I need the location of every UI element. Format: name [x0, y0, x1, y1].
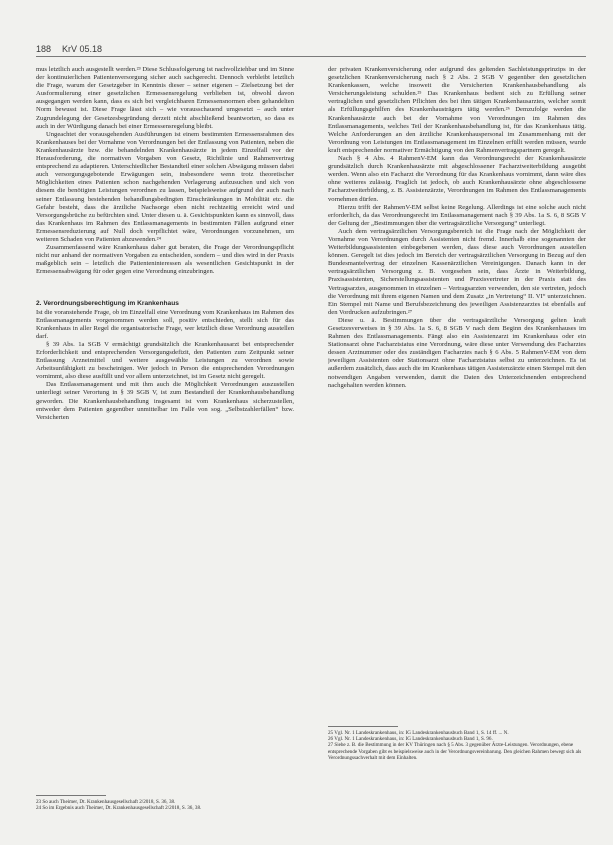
page-number: 188: [36, 44, 52, 54]
footnote: 23 So auch Theimer, Dt. Krankenhausgesellschaft 2/2018, S. 36, 38.: [36, 799, 176, 805]
paragraph: Diese u. ä. Bestimmungen über die vertragsärztliche Versorgung gelten kraft Gesetzesverweises in § 39 Abs. 1a S. 6, 8 SGB V nach dem Beginn des Krankenhauses im Rahmen des Entlassmanagements. Fängt also ein Assistenzarzt im Krankenhaus oder ein Stationsarzt ohne Facharztstatus eine Verordnung, wäre diese unter Verwendung des Facharztes dessen Arztnummer oder des zuständigen Facharztes nach § 6 Abs. 5 RahmenV-EM von dem jeweiligen Assistenten oder Stationsarzt ohne Facharztstatus selbst zu unterzeichnen. Es ist außerdem zusätzlich, dass auch die im Krankenhaus tätigen Assistenzärzte einen Stempel mit den notwendigen Angaben verwenden, damit die Daten des Unterzeichnenden entsprechend nachgehalten werden können.: [328, 316, 586, 389]
paragraph: der privaten Krankenversicherung oder aufgrund des geltenden Sachleistungsprinzips in der gesetzlichen Krankenversicherung nach § 2 Abs. 2 SGB V gegenüber den gesetzlichen Krankenkassen, welche insoweit die Versicherten Krankenhausbehandlung als Versicherungsleistung schulden.²⁵ Das Krankenhaus bedient sich zu Erfüllung seiner vertraglichen und gesetzlichen Pflichten des bei ihm tätigen Krankenhausarztes, welcher somit als Erfüllungsgehilfen des Krankenhausträgers tätig werden.²⁶ Demzufolge werden die Krankenhausärzte auch bei der Vornahme von Verordnungen im Rahmen des Entlassmanagements, welches Teil der Krankenhausbehandlung ist, für das Krankenhaus tätig. Welche Anforderungen an den ärztliche Krankenhauspersonal im Zusammenhang mit der Verordnung von Leistungen im Entlassmanagement im Einzelnen erfüllt werden müssen, wurde kraft entsprechender normativer Ermächtigung von den Rahmenvertragspartnern geregelt.: [328, 66, 586, 154]
footnote: 24 So im Ergebnis auch Theimer, Dt. Krankenhausgesellschaft 2/2018, S. 36, 38.: [36, 805, 202, 812]
footnote: 25 Vgl. Nr. 1 Landeskrankenhaus, in: IG Landeskrankenhausbuch Band 1, S. 14 ff. ... N.: [328, 730, 509, 736]
paragraph: mus letztlich auch ausgestellt werden.²³ Diese Schlussfolgerung ist nachvollziehbar und im Sinne der kontinuierlichen Patientenversorgung sicher auch sachgerecht. Dennoch verbleibt letztlich die Frage, warum der Gesetzgeber in Kenntnis dieser – seiner eigenen – Zielsetzung bei der Ausformulierung einer gesetzlichen Ermessensregelung verblieben ist, obwohl davon ausgegangen werden kann, dass es sich bei vergleichbaren Ermessensnormen eben gehandelten Norm bewusst ist. Diese Frage lässt sich – wie vorausschauend umgesetzt – auch unter Zugrundelegung der Gesetzesbegründung derzeit nicht abschließend beantworten, so dass es auch in der Würdigung danach bei einer Ermessensregelung bleibt.: [36, 66, 294, 130]
page-header: [36, 42, 586, 57]
paragraph: Ungeachtet der vorausgehenden Ausführungen ist einem bestimmten Ermessensrahmen des Krankenhauses bei der Vornahme von Verordnungen bei der Entlassung von Patienten, neben die Krankenhausärzte bzw. die behandelnden Krankenhausärzte in jedem Einzelfall vor der Herausforderung, die normativen Vorgaben von Gesetz, Richtlinie und Rahmenvertrag entsprechend zu adaptieren. Unterschiedlicher Bestandteil einer solchen Abwägung müssen dabei auch versorgungsgebotende Erwägungen sein, insbesondere wenn trotz theoretischer Möglichkeiten eines Patienten schon nachgehenden Verlagerung aufzusuchen und sich von diesem die benötigten Leistungen verordnen zu lassen, beispielsweise aufgrund der auch nach seiner Entlassung bestehenden behandlungsbedingten Einschränkungen in Mobilität etc. die Gefahr besteht, dass die ärztliche Nachsorge eben nicht rechtzeitig erreicht wird und Versorgungsbrüche zu befürchten sind. Unter diesen u. ä. Gesichtspunkten kann es sinnvoll, dass das Krankenhaus im Rahmen des Entlassmanagements in bestimmten Fällen aufgrund einer Ermessensreduzierung auf Null doch verpflichtet wäre, Verordnungen vorzunehmen, um weiteren Schaden von Patienten abzuwenden.²⁴: [36, 130, 294, 243]
paragraph: Hierzu trifft der RahmenV-EM selbst keine Regelung. Allerdings ist eine solche auch nicht erforderlich, da das Verordnungsrecht im Entlassmanagement nach § 39 Abs. 1a S. 6, 8 SGB V der Geltung der „Bestimmungen über die vertragsärztliche Versorgung“ unterliegt.: [328, 203, 586, 227]
left-column: [36, 66, 294, 786]
section-heading: 2. Verordnungsberechtigung im Krankenhaus: [36, 300, 179, 308]
left-footnotes: [36, 795, 294, 811]
footnote-rule: [36, 795, 106, 796]
right-column: [328, 66, 586, 786]
paragraph: Ist die voranstehende Frage, ob im Einzelfall eine Verordnung vom Krankenhaus im Rahmen des Entlassmanagements vorgenommen werden soll, positiv entschieden, stellt sich für das Krankenhaus in aller Regel die organisatorische Frage, wer letztlich diese Verordnung ausstellen darf.: [36, 308, 294, 340]
paragraph: § 39 Abs. 1a SGB V ermächtigt grundsätzlich die Krankenhausarzt bei entsprechender Erforderlichkeit und entsprechenden Versorgungsdefizit, den Patienten zum Zeitpunkt seiner Entlassung Arzneimittel und weitere ausgewählte Leistungen zu verordnen sowie Arbeitsunfähigkeit zu bescheinigen. Wer jedoch in Person die entsprechenden Verordnungen vornimmt, also diese ausfüllt und vor allem unterzeichnet, ist im Gesetz nicht geregelt.: [36, 340, 294, 381]
paragraph: Auch dem vertragsärztlichen Versorgungsbereich ist die Frage nach der Möglichkeit der Vornahme von Verordnungen durch Assistenten nicht fremd. Innerhalb eine sogenannten der Weiterbildungsassistenten einbegebenen werden, dass diese auch Verordnungen ausstellen können. Geregelt ist dies jedoch im Bereich der vertragsärztlichen Versorgung in Bezug auf den Bundesmantelvertrag der einzelnen Kassenärztlichen Vereinigungen. Danach kann in der vertragsärztlichen Versorgung z. B. vorgesehen sein, dass Ärzte in Weiterbildung, Praxisassistenten, Sicherstellungsassistenten und Praxisvertreter in der Praxis statt des Vertragsarztes, ausgenommen in einzelnen – Vertragsarzten verwenden, den sie vertreten, jedoch die Verordnung mit ihrem eigenen Namen und dem Zusatz „in Vertretung“ II. VI“ unterzeichnen. Ein Stempel mit Name und Berufsbezeichnung des jeweiligen Assistenzarztes ist ebenfalls auf den Vordrucken aufzubringen.²⁷: [328, 227, 586, 316]
footnote-rule: [328, 726, 398, 727]
footnote: 26 Vgl. Nr. 1 Landeskrankenhaus, in: IG Landeskrankenhausbuch Band 1, S. 96.: [328, 736, 493, 743]
journal-reference: KrV 05.18: [62, 44, 103, 54]
footnote: 27 Siehe z. B. die Bestimmung in der KV Thüringen nach § 5 Abs. 3 gegenüber Ärzte-Leistungen. Verordnungen, ebene entsprechende Vorgaben gibt es beispielsweise auch in der Verordnungsvereinbarung. Den gleichen Rahmen bewegt sich als Verordnungssachverhalt mit dem Einhalten.: [328, 742, 582, 761]
paragraph: Nach § 4 Abs. 4 RahmenV-EM kann das Verordnungsrecht der Krankenhausärzte grundsätzlich durch Krankenhausärzte mit abgeschlossener Facharztweiterbildung ausgeübt werden. Wenn also ein Facharzt die Verordnung für das Krankenhaus vornimmt, dann wäre dies ohne weiteres zulässig. Fraglich ist jedoch, ob auch Krankenhausärzte ohne abgeschlossene Facharztweiterbildung, z. B. Assistenzärzte, Verordnungen im Rahmen des Entlassmanagements vornehmen dürfen.: [328, 155, 586, 203]
paragraph: Das Entlassmanagement und mit ihm auch die Möglichkeit Verordnungen auszustellen unterliegt seiner Verortung in § 39 SGB V, ist zum Bestandteil der Krankenhausbehandlung geworden. Die Krankenhausbehandlung insgesamt ist vom Krankenhaus sicherzustellen, entweder dem Patienten gegenüber unmittelbar im Falle von sog. „Selbstzahlerfällen“ bzw. Versicherten: [36, 381, 294, 421]
right-footnotes: [328, 726, 586, 761]
paragraph: Zusammenfassend wäre Krankenhaus daher gut beraten, die Frage der Verordnungspflicht nicht nur anhand der normativen Vorgaben zu entscheiden, sondern – und dies wird in der Praxis maßgeblich sein – letztlich die Patienteninteressen als wesentlichen Gesichtspunkt in der Ermessensabwägung für oder gegen eine Verordnung einzubringen.: [36, 244, 294, 276]
